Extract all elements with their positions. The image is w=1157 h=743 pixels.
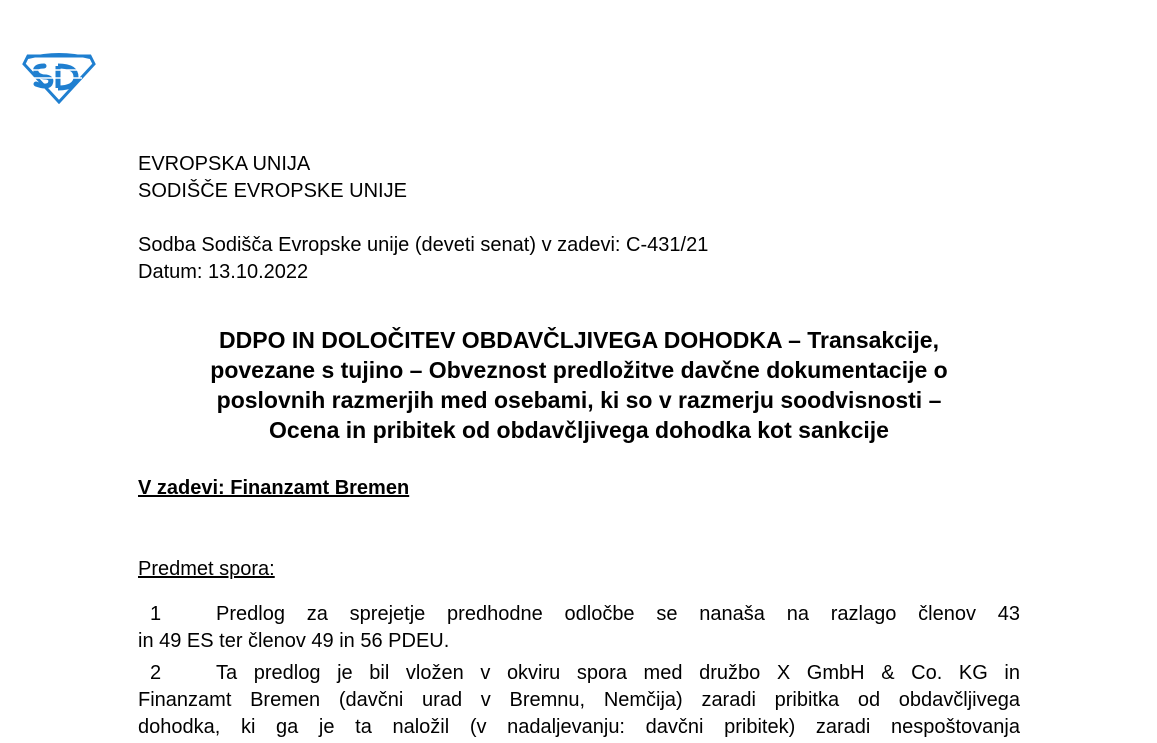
header-line-1: EVROPSKA UNIJA xyxy=(138,153,311,175)
document-title xyxy=(138,325,1020,445)
paragraph-2 xyxy=(138,660,1020,741)
paragraph-line: in 49 ES ter členov 49 in 56 PDEU. xyxy=(138,630,450,652)
title-line: poslovnih razmerjih med osebami, ki so v razmerju soodvisnosti – xyxy=(216,387,942,413)
paragraph-line xyxy=(138,601,1020,628)
judgment-reference: Sodba Sodišča Evropske unije (deveti senat) v zadevi: C-431/21 xyxy=(138,234,709,256)
header-line-2: SODIŠČE EVROPSKE UNIJE xyxy=(138,180,407,202)
paragraph-number: 2 xyxy=(150,662,162,684)
paragraph-1 xyxy=(138,601,1020,655)
title-line: Ocena in pribitek od obdavčljivega dohodka kot sankcije xyxy=(269,417,889,443)
paragraph-text: Ta predlog je bil vložen v okviru spora med družbo X GmbH & Co. KG in xyxy=(216,662,1020,684)
court-logo xyxy=(22,48,96,104)
court-logo-icon xyxy=(22,48,96,104)
title-line: DDPO IN DOLOČITEV OBDAVČLJIVEGA DOHODKA – Transakcije, xyxy=(219,327,939,353)
paragraph-line: dohodka, ki ga je ta naložil (v nadaljevanju: davčni pribitek) zaradi nespoštovanja xyxy=(138,716,1020,738)
paragraph-number: 1 xyxy=(150,603,162,625)
case-heading: V zadevi: Finanzamt Bremen xyxy=(138,477,410,499)
subject-heading: Predmet spora: xyxy=(138,558,275,580)
paragraph-line: Finanzamt Bremen (davčni urad v Bremnu, Nemčija) zaradi pribitka od obdavčljivega xyxy=(138,689,1020,711)
paragraph-line xyxy=(138,660,1020,687)
title-line: povezane s tujino – Obveznost predložitve davčne dokumentacije o xyxy=(210,357,948,383)
paragraph-text: Predlog za sprejetje predhodne odločbe se nanaša na razlago členov 43 xyxy=(216,603,1020,625)
judgment-date: Datum: 13.10.2022 xyxy=(138,261,309,283)
